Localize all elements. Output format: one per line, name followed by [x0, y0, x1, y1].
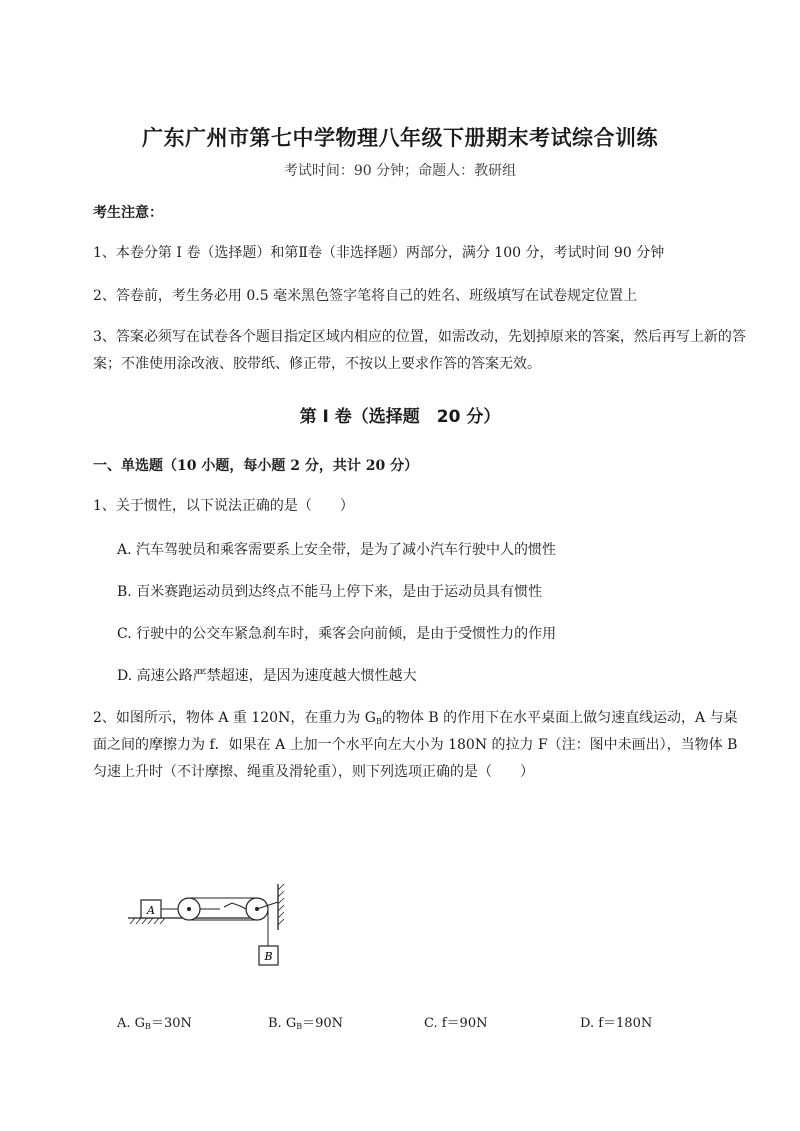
question-1-option-c: C. 行驶中的公交车紧急刹车时，乘客会向前倾，是由于受惯性力的作用	[117, 626, 557, 642]
notice-heading: 考生注意：	[93, 205, 163, 221]
question-2-option-c: C. f＝90N	[424, 1016, 488, 1031]
question-2-stem-line-1: 2、如图所示，物体 A 重 120N，在重力为 $G_B$的物体 B 的作用下在水平桌面上做匀速直线运动，A 与桌	[93, 710, 738, 726]
notice-item-1: 1、本卷分第 I 卷（选择题）和第Ⅱ卷（非选择题）两部分，满分 100 分，考试时间 90 分钟	[93, 245, 665, 261]
block-a-label: A	[147, 904, 155, 917]
question-2-stem-line-3: 匀速上升时（不计摩擦、绳重及滑轮重），则下列选项正确的是（ ）	[93, 764, 534, 780]
exam-info: 考试时间：90 分钟；命题人：教研组	[283, 163, 517, 179]
question-2-option-d: D. f＝180N	[580, 1016, 653, 1031]
notice-item-3: 3、答案必须写在试卷各个题目指定区域内相应的位置，如需改动，先划掉原来的答案，然后再写上新的答案；不准使用涂改液、胶带纸、修正带，不按以上要求作答的答案无效。	[93, 329, 746, 372]
question-2-stem-line-2: 面之间的摩擦力为 f．如果在 A 上加一个水平向左大小为 180N 的拉力 F（注：图中未画出），当物体 B	[93, 737, 738, 753]
question-1-option-b: B. 百米赛跑运动员到达终点不能马上停下来，是由于运动员具有惯性	[117, 584, 543, 600]
question-2-option-a: A. $G_B=30N$	[117, 1016, 192, 1031]
pulley-figure	[120, 880, 300, 975]
question-2-option-b: B. $G_B=90N$	[268, 1016, 344, 1031]
section-title: 第 I 卷（选择题 20 分）	[299, 407, 501, 427]
question-1-stem: 1、关于惯性，以下说法正确的是（ ）	[93, 498, 354, 514]
part-heading: 一、单选题（10 小题，每小题 2 分，共计 20 分）	[93, 458, 419, 474]
question-1-option-a: A. 汽车驾驶员和乘客需要系上安全带，是为了减小汽车行驶中人的惯性	[117, 542, 557, 558]
block-b-label: B	[264, 950, 273, 963]
page-title: 广东广州市第七中学物理八年级下册期末考试综合训练	[142, 126, 658, 150]
notice-item-2: 2、答卷前，考生务必用 0.5 毫米黑色签字笔将自己的姓名、班级填写在试卷规定位置上	[93, 288, 638, 304]
question-1-option-d: D. 高速公路严禁超速，是因为速度越大惯性越大	[117, 668, 417, 684]
